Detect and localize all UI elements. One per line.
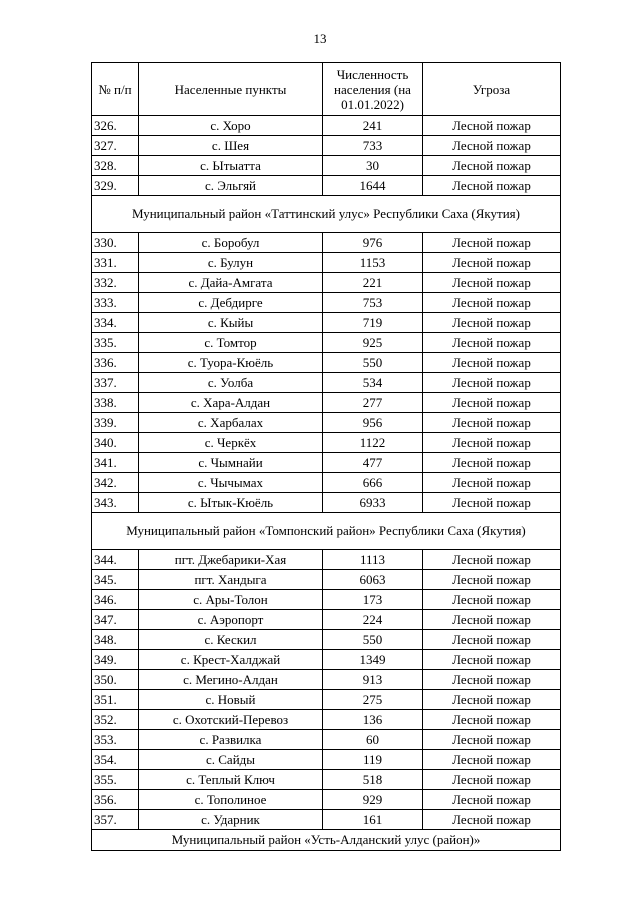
settlement-name: с. Охотский-Перевоз (139, 710, 323, 730)
row-number: 344. (92, 550, 139, 570)
population-value: 956 (323, 413, 423, 433)
row-number: 328. (92, 156, 139, 176)
population-value: 518 (323, 770, 423, 790)
population-value: 275 (323, 690, 423, 710)
table-row (92, 393, 561, 413)
row-number: 345. (92, 570, 139, 590)
population-value: 550 (323, 353, 423, 373)
row-number: 349. (92, 650, 139, 670)
settlement-name: с. Черкёх (139, 433, 323, 453)
settlement-name: с. Крест-Халджай (139, 650, 323, 670)
table-row (92, 630, 561, 650)
settlement-name: с. Боробул (139, 233, 323, 253)
table-row (92, 690, 561, 710)
population-value: 60 (323, 730, 423, 750)
population-value: 550 (323, 630, 423, 650)
table-row (92, 176, 561, 196)
table-row (92, 790, 561, 810)
row-number: 347. (92, 610, 139, 630)
row-number: 333. (92, 293, 139, 313)
population-value: 173 (323, 590, 423, 610)
table-row (92, 493, 561, 513)
population-value: 224 (323, 610, 423, 630)
threat-value: Лесной пожар (423, 433, 561, 453)
section-row (92, 196, 561, 233)
population-value: 6063 (323, 570, 423, 590)
table-row (92, 233, 561, 253)
table-row (92, 710, 561, 730)
header-threat: Угроза (423, 63, 561, 116)
settlement-name: с. Мегино-Алдан (139, 670, 323, 690)
threat-value: Лесной пожар (423, 313, 561, 333)
row-number: 357. (92, 810, 139, 830)
table-row (92, 373, 561, 393)
table-header-row (92, 63, 561, 116)
table-row (92, 253, 561, 273)
row-number: 326. (92, 116, 139, 136)
table-row (92, 610, 561, 630)
section-title: Муниципальный район «Томпонский район» Республики Саха (Якутия) (92, 513, 561, 550)
row-number: 340. (92, 433, 139, 453)
row-number: 342. (92, 473, 139, 493)
threat-value: Лесной пожар (423, 630, 561, 650)
settlement-name: с. Ударник (139, 810, 323, 830)
threat-value: Лесной пожар (423, 233, 561, 253)
threat-value: Лесной пожар (423, 590, 561, 610)
settlement-name: с. Кескил (139, 630, 323, 650)
table-row (92, 353, 561, 373)
settlement-name: с. Уолба (139, 373, 323, 393)
row-number: 330. (92, 233, 139, 253)
table-row (92, 156, 561, 176)
table-row (92, 590, 561, 610)
population-value: 221 (323, 273, 423, 293)
population-value: 1644 (323, 176, 423, 196)
row-number: 354. (92, 750, 139, 770)
settlement-name: с. Развилка (139, 730, 323, 750)
page-number: 13 (313, 31, 327, 46)
table-row (92, 750, 561, 770)
header-population: Численность населения (на 01.01.2022) (323, 63, 423, 116)
threat-value: Лесной пожар (423, 790, 561, 810)
settlement-name: с. Аэропорт (139, 610, 323, 630)
row-number: 343. (92, 493, 139, 513)
threat-value: Лесной пожар (423, 333, 561, 353)
table-row (92, 136, 561, 156)
table-row (92, 770, 561, 790)
settlement-name: с. Эльгяй (139, 176, 323, 196)
threat-value: Лесной пожар (423, 570, 561, 590)
table-row (92, 433, 561, 453)
population-value: 277 (323, 393, 423, 413)
table-row (92, 293, 561, 313)
settlement-name: с. Дебдирге (139, 293, 323, 313)
population-value: 477 (323, 453, 423, 473)
threat-value: Лесной пожар (423, 156, 561, 176)
section-row (92, 513, 561, 550)
header-num: № п/п (92, 63, 139, 116)
threat-value: Лесной пожар (423, 610, 561, 630)
row-number: 331. (92, 253, 139, 273)
threat-value: Лесной пожар (423, 373, 561, 393)
population-value: 1153 (323, 253, 423, 273)
threat-value: Лесной пожар (423, 690, 561, 710)
threat-value: Лесной пожар (423, 810, 561, 830)
settlement-name: с. Ытык-Кюёль (139, 493, 323, 513)
row-number: 338. (92, 393, 139, 413)
settlement-name: пгт. Хандыга (139, 570, 323, 590)
settlement-name: с. Чычымах (139, 473, 323, 493)
population-value: 30 (323, 156, 423, 176)
threat-value: Лесной пожар (423, 273, 561, 293)
population-value: 241 (323, 116, 423, 136)
section-title: Муниципальный район «Усть-Алданский улус (район)» (92, 830, 561, 851)
row-number: 339. (92, 413, 139, 433)
section-row (92, 830, 561, 851)
population-value: 753 (323, 293, 423, 313)
threat-value: Лесной пожар (423, 550, 561, 570)
table-row (92, 453, 561, 473)
header-settlement: Населенные пункты (139, 63, 323, 116)
row-number: 352. (92, 710, 139, 730)
threat-value: Лесной пожар (423, 176, 561, 196)
table-body (92, 116, 561, 851)
row-number: 335. (92, 333, 139, 353)
settlement-name: с. Сайды (139, 750, 323, 770)
population-value: 136 (323, 710, 423, 730)
settlement-name: с. Ытыатта (139, 156, 323, 176)
table-row (92, 473, 561, 493)
threat-value: Лесной пожар (423, 393, 561, 413)
row-number: 327. (92, 136, 139, 156)
population-value: 925 (323, 333, 423, 353)
threat-value: Лесной пожар (423, 473, 561, 493)
threat-value: Лесной пожар (423, 730, 561, 750)
settlement-name: с. Харбалах (139, 413, 323, 433)
row-number: 351. (92, 690, 139, 710)
population-value: 6933 (323, 493, 423, 513)
row-number: 329. (92, 176, 139, 196)
table-row (92, 810, 561, 830)
population-value: 161 (323, 810, 423, 830)
threat-value: Лесной пожар (423, 293, 561, 313)
settlements-table (91, 62, 561, 851)
table-row (92, 650, 561, 670)
threat-value: Лесной пожар (423, 493, 561, 513)
settlement-name: с. Новый (139, 690, 323, 710)
row-number: 341. (92, 453, 139, 473)
settlement-name: с. Туора-Кюёль (139, 353, 323, 373)
table-row (92, 730, 561, 750)
row-number: 346. (92, 590, 139, 610)
settlement-name: с. Хоро (139, 116, 323, 136)
threat-value: Лесной пожар (423, 750, 561, 770)
row-number: 348. (92, 630, 139, 650)
population-value: 1122 (323, 433, 423, 453)
threat-value: Лесной пожар (423, 136, 561, 156)
table-row (92, 313, 561, 333)
population-value: 719 (323, 313, 423, 333)
settlement-name: с. Тополиное (139, 790, 323, 810)
threat-value: Лесной пожар (423, 116, 561, 136)
settlement-name: пгт. Джебарики-Хая (139, 550, 323, 570)
population-value: 1349 (323, 650, 423, 670)
row-number: 337. (92, 373, 139, 393)
threat-value: Лесной пожар (423, 650, 561, 670)
settlement-name: с. Хара-Алдан (139, 393, 323, 413)
table-row (92, 570, 561, 590)
settlement-name: с. Теплый Ключ (139, 770, 323, 790)
threat-value: Лесной пожар (423, 353, 561, 373)
row-number: 353. (92, 730, 139, 750)
settlement-name: с. Кыйы (139, 313, 323, 333)
row-number: 332. (92, 273, 139, 293)
row-number: 350. (92, 670, 139, 690)
threat-value: Лесной пожар (423, 413, 561, 433)
row-number: 336. (92, 353, 139, 373)
table-row (92, 333, 561, 353)
population-value: 1113 (323, 550, 423, 570)
table-row (92, 273, 561, 293)
settlement-name: с. Чымнайи (139, 453, 323, 473)
settlement-name: с. Шея (139, 136, 323, 156)
section-title: Муниципальный район «Таттинский улус» Республики Саха (Якутия) (92, 196, 561, 233)
population-value: 119 (323, 750, 423, 770)
population-value: 913 (323, 670, 423, 690)
threat-value: Лесной пожар (423, 453, 561, 473)
population-value: 733 (323, 136, 423, 156)
settlement-name: с. Булун (139, 253, 323, 273)
threat-value: Лесной пожар (423, 253, 561, 273)
table-row (92, 116, 561, 136)
settlement-name: с. Ары-Толон (139, 590, 323, 610)
threat-value: Лесной пожар (423, 770, 561, 790)
population-value: 666 (323, 473, 423, 493)
table-row (92, 550, 561, 570)
population-value: 929 (323, 790, 423, 810)
row-number: 355. (92, 770, 139, 790)
population-value: 976 (323, 233, 423, 253)
row-number: 356. (92, 790, 139, 810)
threat-value: Лесной пожар (423, 710, 561, 730)
row-number: 334. (92, 313, 139, 333)
population-value: 534 (323, 373, 423, 393)
settlement-name: с. Томтор (139, 333, 323, 353)
threat-value: Лесной пожар (423, 670, 561, 690)
settlement-name: с. Дайа-Амгата (139, 273, 323, 293)
table-row (92, 670, 561, 690)
table-row (92, 413, 561, 433)
